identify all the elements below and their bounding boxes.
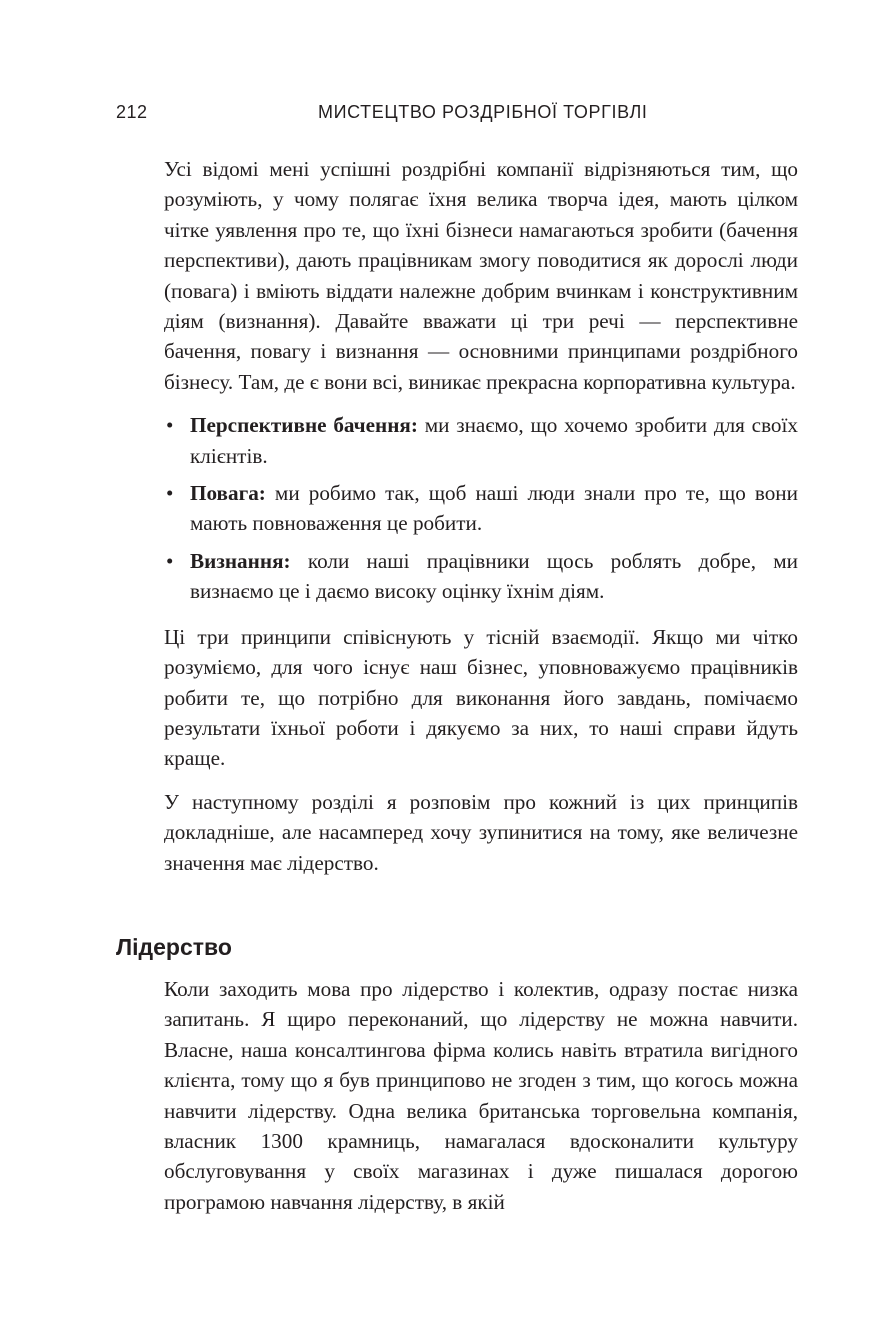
page-number: 212 — [116, 102, 148, 122]
section-paragraph: Коли заходить мова про лідерство і колектив, одразу постає низка запитань. Я щиро переконаний, що лідерству не можна навчити. Власне, наша консалтингова фірма колись навіть втратила вигідного клієнта, тому що я був принципово не згоден з тим, що когось можна навчити лідерству. Одна велика британська торговельна компанія, власник 1300 крамниць, намагалася вдосконалити культуру обслуговування у своїх магазинах і дуже пишалася дорогою програмою навчання лідерству, в якій — [164, 977, 798, 1214]
bullet-icon: • — [166, 413, 174, 438]
bullet-term: Перспективне бачення: — [190, 413, 418, 438]
intro-paragraph: Усі відомі мені успішні роздрібні компанії відрізняються тим, що розуміють, у чому полягає їхня велика творча ідея, мають цілком чітке уявлення про те, що їхні бізнеси намагаються зробити (бачення перспективи), дають працівникам змогу поводитися як дорослі люди (повага) і вміють віддати належне добрим вчинкам і конструктивним діям (визнання). Давайте вважати ці три речі — перспективне бачення, повагу і визнання — основними принципами роздрібного бізнесу. Там, де є вони всі, виникає прекрасна корпоративна культура. — [164, 157, 798, 394]
bullet-text: коли наші працівники щось роблять добре, ми визнаємо це і даємо високу оцінку їхнім діям. — [190, 548, 798, 604]
book-title: МИСТЕЦТВО РОЗДРІБНОЇ ТОРГІВЛІ — [318, 102, 648, 122]
bullet-text: ми знаємо, що хочемо зробити для своїх клієнтів. — [190, 413, 799, 468]
bullet-term: Повага: — [190, 481, 266, 506]
section-heading: Лідерство — [116, 934, 232, 960]
paragraph: Ці три принципи співіснують у тісній взаємодії. Якщо ми чітко розуміємо, для чого існує наш бізнес, уповноважуємо працівників робити те, що потрібно для виконання його завдань, помічаємо результати їхньої роботи і дякуємо за них, то наші справи йдуть краще. — [164, 624, 798, 771]
section-text — [164, 974, 798, 1217]
bullet-text: ми робимо так, щоб наші люди знали про те, що вони мають повноваження це робити. — [190, 481, 798, 536]
bullet-term: Визнання: — [190, 548, 291, 573]
running-head — [0, 98, 886, 128]
body-text — [164, 154, 798, 891]
principles-list — [164, 410, 798, 606]
list-item-recognition — [164, 546, 798, 607]
list-item-respect — [164, 478, 798, 539]
paragraph: У наступному розділі я розповім про кожний із цих принципів докладніше, але насамперед хочу зупинитися на тому, яке величезне значення має лідерство. — [164, 789, 798, 875]
bullet-icon: • — [166, 548, 174, 573]
list-item-vision — [164, 410, 798, 471]
bullet-icon: • — [166, 481, 174, 506]
